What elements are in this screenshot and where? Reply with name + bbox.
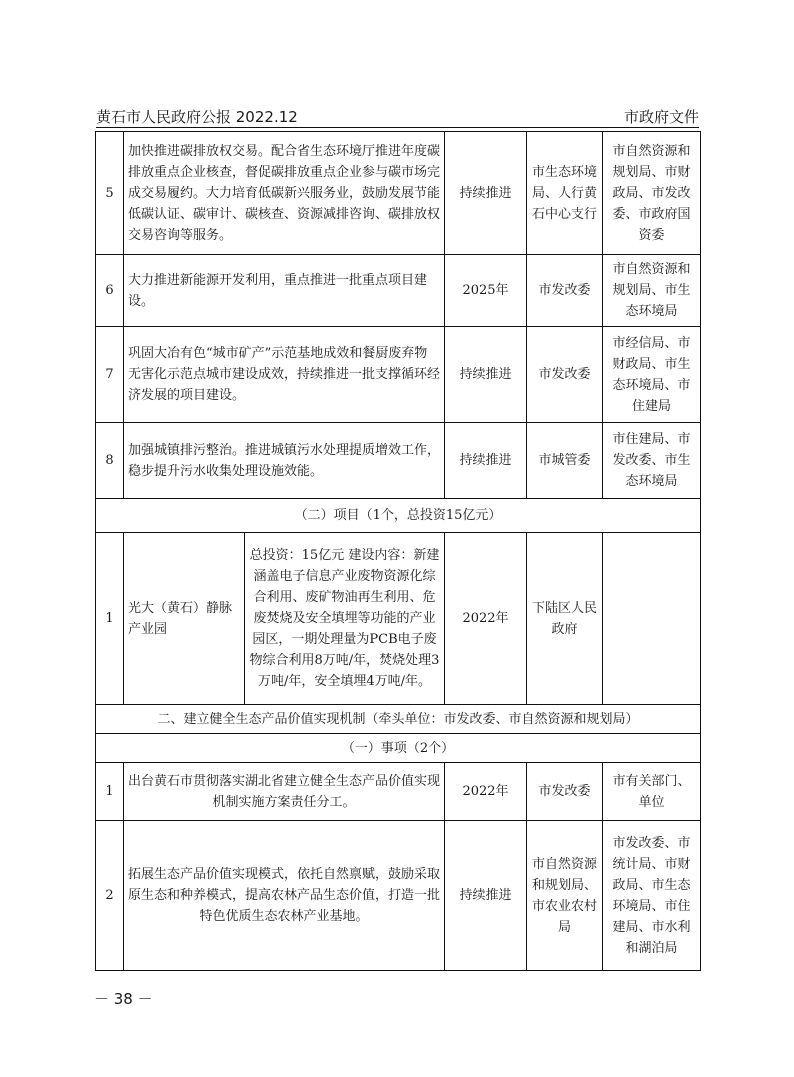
lead-unit: 市自然资源和规划局、市农业农村局 bbox=[527, 821, 603, 971]
task-time: 2022年 bbox=[445, 533, 527, 705]
lead-unit: 市生态环境局、人行黄石中心支行 bbox=[527, 132, 603, 255]
table-row bbox=[96, 132, 701, 255]
table-row bbox=[96, 821, 701, 971]
partner-units: 市发改委、市统计局、市财政局、市生态环境局、市住建局、市水利和湖泊局 bbox=[603, 821, 701, 971]
section-header-mechanism bbox=[96, 705, 701, 734]
lead-unit: 下陆区人民政府 bbox=[527, 533, 603, 705]
row-number: 5 bbox=[96, 132, 124, 255]
row-number: 1 bbox=[96, 533, 124, 705]
page-number: － 38 － bbox=[94, 990, 153, 1008]
task-content: 大力推进新能源开发利用，重点推进一批重点项目建设。 bbox=[124, 255, 445, 327]
task-time: 持续推进 bbox=[445, 423, 527, 499]
task-content: 巩固大冶有色“城市矿产”示范基地成效和餐厨废弃物无害化示范点城市建设成效，持续推进一批支撑循环经济发展的项目建设。 bbox=[124, 327, 445, 423]
section-header-projects bbox=[96, 499, 701, 533]
task-content: 拓展生态产品价值实现模式，依托自然禀赋，鼓励采取原生态和种养模式，提高农林产品生态价值，打造一批特色优质生态农林产业基地。 bbox=[124, 821, 445, 971]
lead-unit: 市发改委 bbox=[527, 763, 603, 821]
gazette-title: 黄石市人民政府公报 2022.12 bbox=[96, 108, 298, 126]
task-time: 2025年 bbox=[445, 255, 527, 327]
table-row bbox=[96, 255, 701, 327]
task-time: 2022年 bbox=[445, 763, 527, 821]
task-time: 持续推进 bbox=[445, 327, 527, 423]
lead-unit: 市城管委 bbox=[527, 423, 603, 499]
partner-units bbox=[603, 533, 701, 705]
document-category: 市政府文件 bbox=[623, 108, 699, 126]
lead-unit: 市发改委 bbox=[527, 255, 603, 327]
row-number: 8 bbox=[96, 423, 124, 499]
partner-units: 市自然资源和规划局、市生态环境局 bbox=[603, 255, 701, 327]
row-number: 1 bbox=[96, 763, 124, 821]
section-title: 二、建立健全生态产品价值实现机制（牵头单位：市发改委、市自然资源和规划局） bbox=[96, 705, 701, 734]
partner-units: 市自然资源和规划局、市财政局、市发改委、市政府国资委 bbox=[603, 132, 701, 255]
table-row bbox=[96, 327, 701, 423]
row-number: 6 bbox=[96, 255, 124, 327]
section-header-items bbox=[96, 734, 701, 763]
section-title: （一）事项（2个） bbox=[96, 734, 701, 763]
task-time: 持续推进 bbox=[445, 821, 527, 971]
task-time: 持续推进 bbox=[445, 132, 527, 255]
table-row bbox=[96, 423, 701, 499]
section-title: （二）项目（1个，总投资15亿元） bbox=[96, 499, 701, 533]
project-row bbox=[96, 533, 701, 705]
partner-units: 市有关部门、单位 bbox=[603, 763, 701, 821]
page-header bbox=[96, 104, 699, 126]
task-content: 出台黄石市贯彻落实湖北省建立健全生态产品价值实现机制实施方案责任分工。 bbox=[124, 763, 445, 821]
task-content: 加快推进碳排放权交易。配合省生态环境厅推进年度碳排放重点企业核查，督促碳排放重点企业参与碳市场完成交易履约。大力培育低碳新兴服务业，鼓励发展节能低碳认证、碳审计、碳核查、资源减排咨询、碳排放权交易咨询等服务。 bbox=[124, 132, 445, 255]
partner-units: 市经信局、市财政局、市生态环境局、市住建局 bbox=[603, 327, 701, 423]
row-number: 7 bbox=[96, 327, 124, 423]
project-detail: 总投资：15亿元 建设内容：新建涵盖电子信息产业废物资源化综合利用、废矿物油再生利用、危废焚烧及安全填埋等功能的产业园区，一期处理量为PCB电子废物综合利用8万吨/年，焚烧处理3万吨/年，安全填埋4万吨/年。 bbox=[245, 533, 445, 705]
task-table bbox=[95, 131, 701, 971]
partner-units: 市住建局、市发改委、市生态环境局 bbox=[603, 423, 701, 499]
lead-unit: 市发改委 bbox=[527, 327, 603, 423]
table-row bbox=[96, 763, 701, 821]
project-name: 光大（黄石）静脉产业园 bbox=[124, 533, 245, 705]
task-content: 加强城镇排污整治。推进城镇污水处理提质增效工作，稳步提升污水收集处理设施效能。 bbox=[124, 423, 445, 499]
row-number: 2 bbox=[96, 821, 124, 971]
header-rule bbox=[96, 127, 699, 128]
